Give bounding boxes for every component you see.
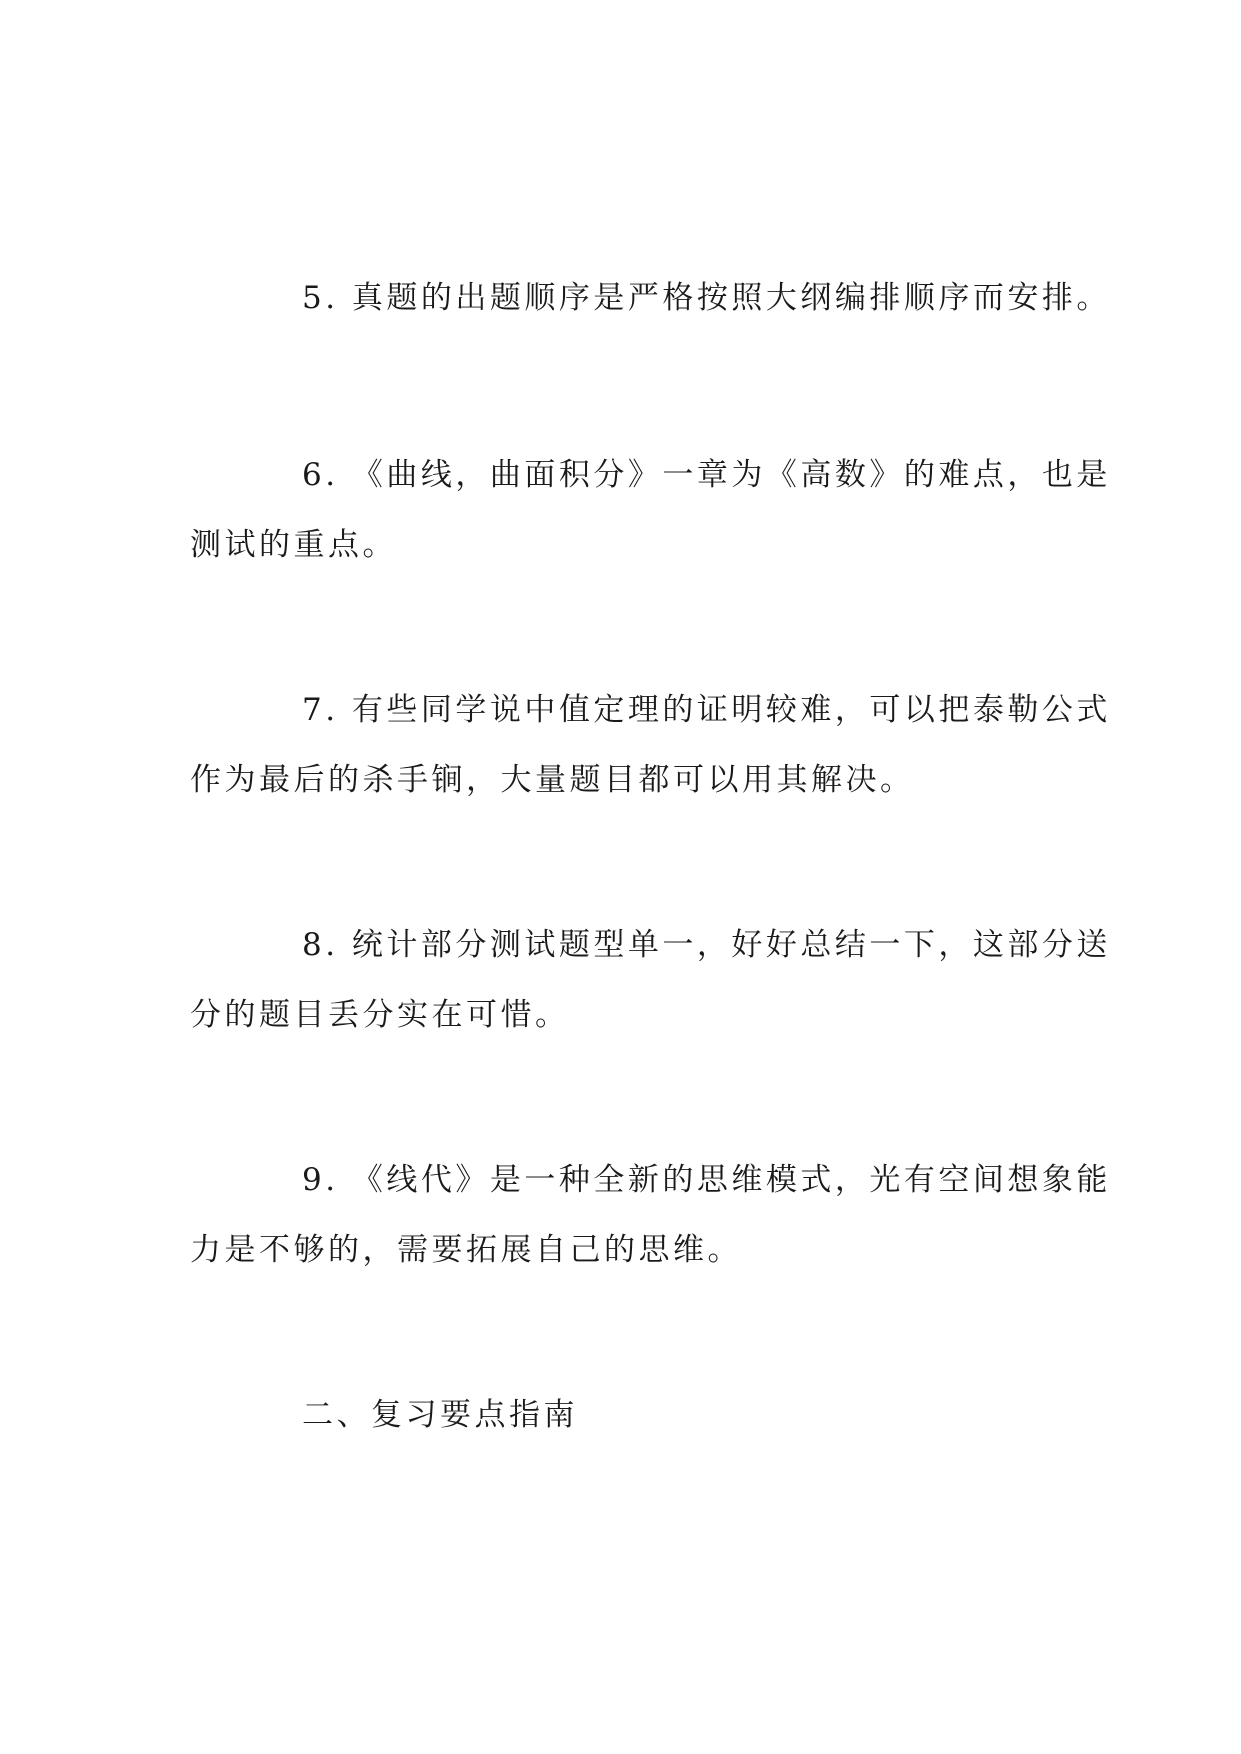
paragraph-item-8 [190, 910, 1111, 1050]
paragraph-line: 9. 《线代》是一种全新的思维模式，光有空间想象能 [302, 1162, 1111, 1198]
paragraph-item-7 [190, 675, 1111, 815]
section-heading-text: 二、复习要点指南 [302, 1397, 578, 1433]
paragraph-line: 力是不够的，需要拓展自己的思维。 [190, 1232, 742, 1268]
paragraph-line: 5. 真题的出题顺序是严格按照大纲编排顺序而安排。 [302, 280, 1111, 316]
paragraph-line: 分的题目丢分实在可惜。 [190, 997, 570, 1033]
paragraph-line: 7. 有些同学说中值定理的证明较难，可以把泰勒公式 [302, 692, 1111, 728]
paragraph-item-6 [190, 440, 1111, 580]
paragraph-line: 6. 《曲线，曲面积分》一章为《高数》的难点，也是 [302, 457, 1111, 493]
paragraph-line: 测试的重点。 [190, 527, 397, 563]
paragraph-line: 8. 统计部分测试题型单一，好好总结一下，这部分送 [302, 927, 1111, 963]
paragraph-item-9 [190, 1145, 1111, 1285]
paragraph-line: 作为最后的杀手锏，大量题目都可以用其解决。 [190, 762, 915, 798]
paragraph-item-5 [190, 263, 1111, 333]
section-heading [190, 1380, 1050, 1450]
